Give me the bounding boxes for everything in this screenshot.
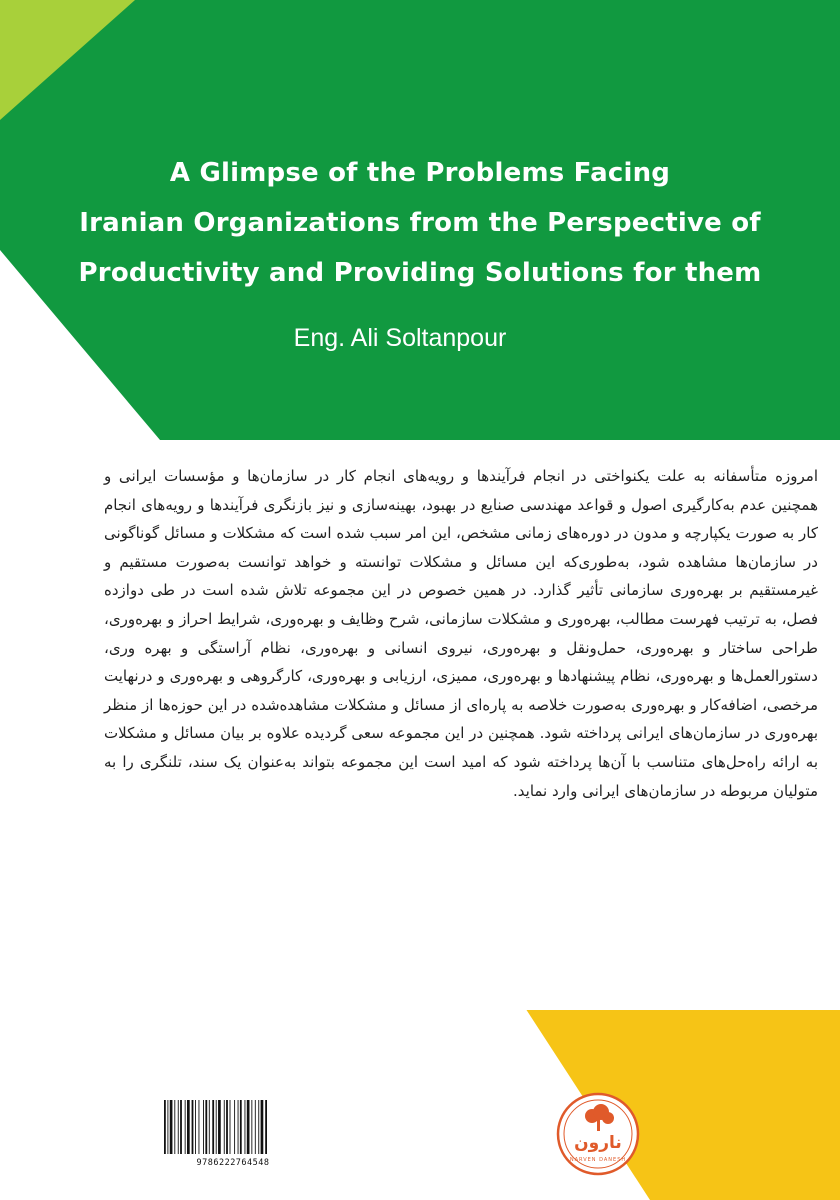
publisher-logo bbox=[556, 1092, 640, 1176]
book-title-line-2: Iranian Organizations from the Perspective of bbox=[79, 208, 761, 238]
barcode-bar bbox=[224, 1100, 225, 1154]
barcode-bar bbox=[251, 1100, 252, 1154]
barcode-bar bbox=[185, 1100, 186, 1154]
barcode-bar bbox=[187, 1100, 190, 1154]
book-title-line-3: Productivity and Providing Solutions for them bbox=[78, 258, 762, 288]
barcode-bar bbox=[261, 1100, 264, 1154]
barcode-bar bbox=[203, 1100, 204, 1154]
barcode-bar bbox=[195, 1100, 196, 1154]
barcode-bar bbox=[167, 1100, 168, 1154]
barcode-bar bbox=[238, 1100, 239, 1154]
author-name: Eng. Ali Soltanpour bbox=[293, 324, 507, 352]
barcode-bar bbox=[178, 1100, 179, 1154]
barcode-bar bbox=[247, 1100, 250, 1154]
barcode-bar bbox=[218, 1100, 221, 1154]
summary-text: امروزه متأسفانه به علت یکنواختی در انجام فرآیندها و رویه‌های انجام کار در سازمان‌ها و مؤسسات ایرانی و همچنین عدم به‌کارگیری اصول و قواعد مهندسی صنایع در بهبود، بهینه‌سازی و نیز بازنگری فرآیندها و رویه‌های انجام کار به صورت یکپارچه و مدون در دوره‌های زمانی مشخص، این امر سبب شده است که مشکلات و مسائل گوناگونی در سازمان‌ها مشاهده شود، به‌طوری‌که این مسائل و مشکلات توانسته و خواهد توانست به‌صورت مستقیم و غیرمستقیم بر بهره‌وری سازمانی تأثیر گذارد. در همین خصوص در این مجموعه تلاش شده است در طی دوازده فصل، به ترتیب فهرست مطالب، بهره‌وری و مشکلات سازمانی، شرح وظایف و بهره‌وری، شرایط احراز و بهره‌وری، طراحی ساختار و بهره‌وری، حمل‌ونقل و بهره‌وری، نیروی انسانی و بهره‌وری، نظام آراستگی و بهره وری، دستورالعمل‌ها و بهره‌وری، نظام پیشنهادها و بهره‌وری، ممیزی، ارزیابی و بهره‌وری، کارگروهی و بهره‌وری و درنهایت مرخصی، اضافه‌کار و بهره‌وری به‌صورت خلاصه به پاره‌ای از مسائل و مشکلات مشاهده‌شده در این حوزه‌ها از منظر بهره‌وری در سازمان‌های ایرانی پرداخته شود. همچنین در این مجموعه سعی گردیده علاوه بر بیان مسائل و مشکلات به ارائه راه‌حل‌های متناسب با آن‌ها پرداخته شود که امید است این مجموعه بتواند به‌عنوان یک سند، تلنگری را به متولیان مربوطه در سازمان‌های ایرانی وارد نماید. bbox=[104, 467, 818, 800]
barcode-bar bbox=[180, 1100, 182, 1154]
barcode-bar bbox=[255, 1100, 256, 1154]
barcode-bar bbox=[226, 1100, 228, 1154]
barcode-bar bbox=[230, 1100, 231, 1154]
barcode-bar bbox=[199, 1100, 200, 1154]
barcode-bar bbox=[205, 1100, 207, 1154]
barcode-bar bbox=[209, 1100, 210, 1154]
barcode-bar bbox=[164, 1100, 166, 1154]
barcode-bar bbox=[216, 1100, 217, 1154]
barcode-bars bbox=[158, 1098, 308, 1156]
isbn-number: 9786222764548 bbox=[196, 1158, 270, 1168]
barcode-bar bbox=[174, 1100, 175, 1154]
publisher-logo-text: نارون bbox=[574, 1133, 622, 1153]
publisher-logo-subtext: NARVEN DANESH bbox=[569, 1157, 627, 1163]
barcode-bar bbox=[170, 1100, 173, 1154]
barcode-bar bbox=[192, 1100, 194, 1154]
barcode-bar bbox=[240, 1100, 242, 1154]
barcode-bar bbox=[258, 1100, 259, 1154]
book-title bbox=[40, 148, 800, 298]
barcode-bar bbox=[245, 1100, 246, 1154]
barcode-bar bbox=[212, 1100, 214, 1154]
barcode-bar bbox=[234, 1100, 235, 1154]
book-title-line-1: A Glimpse of the Problems Facing bbox=[169, 158, 671, 188]
barcode-bar bbox=[265, 1100, 267, 1154]
